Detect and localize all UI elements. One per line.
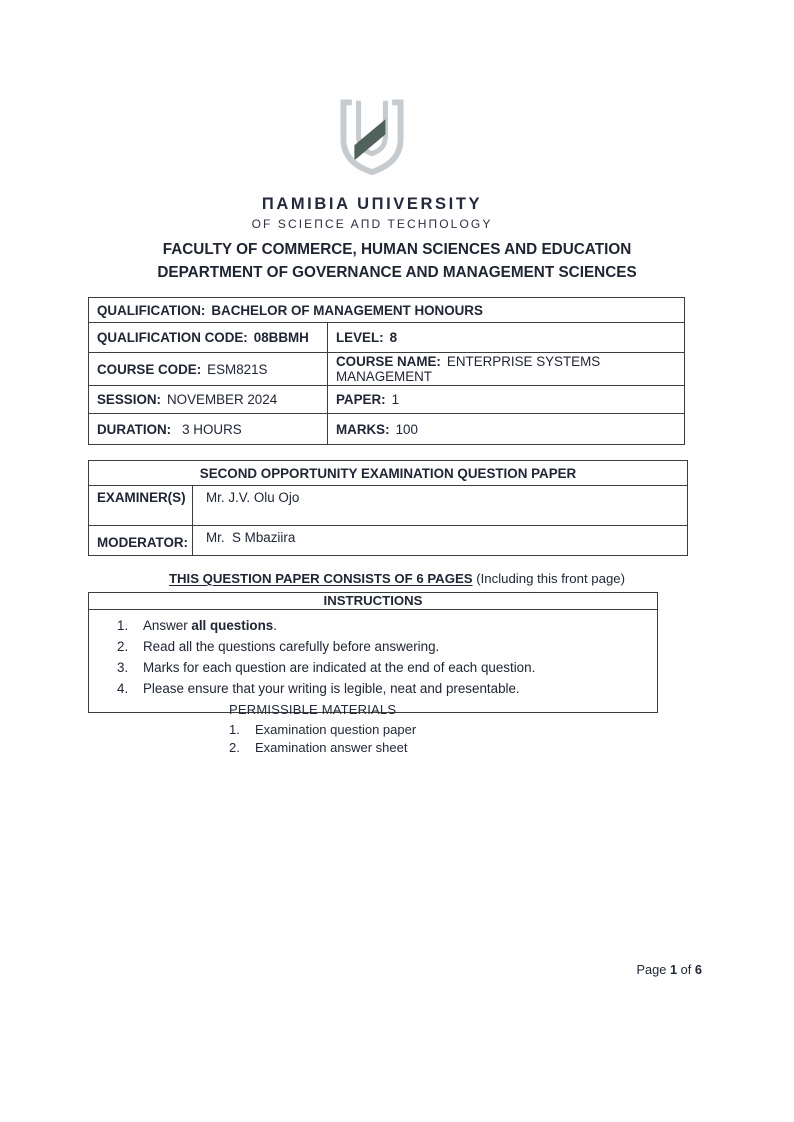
footer-text: Page — [636, 962, 670, 977]
session-value: NOVEMBER 2024 — [167, 392, 278, 407]
level-label: LEVEL: — [336, 330, 384, 345]
item-text — [143, 636, 439, 657]
table-row — [89, 298, 685, 323]
marks-cell — [328, 414, 685, 445]
table-row — [89, 386, 685, 414]
duration-value: 3 HOURS — [182, 421, 242, 437]
footer-total-pages: 6 — [694, 962, 702, 977]
permissible-materials-block — [229, 701, 416, 757]
pages-note — [0, 571, 794, 586]
examiner-label: EXAMINER(S) — [89, 486, 193, 526]
item-text — [143, 615, 277, 636]
item-text-pre: Marks for each question are indicated at the end of each question. — [143, 660, 536, 675]
footer-text: of — [677, 962, 695, 977]
pages-note-regular: (Including this front page) — [472, 571, 626, 586]
faculty-department-block — [0, 238, 794, 284]
item-number: 3. — [117, 660, 129, 675]
item-text-pre: Read all the questions carefully before answering. — [143, 639, 440, 654]
list-item — [117, 636, 647, 657]
paper-label: PAPER: — [336, 392, 386, 407]
marks-label: MARKS: — [336, 421, 390, 437]
list-item — [229, 739, 416, 757]
session-label: SESSION: — [97, 392, 161, 407]
qualification-code-value: 08BBMH — [253, 330, 309, 345]
qualification-label: QUALIFICATION: — [97, 302, 206, 318]
item-text: Examination answer sheet — [255, 740, 408, 755]
item-text: Examination question paper — [255, 722, 417, 737]
qualification-code-label: QUALIFICATION CODE: — [97, 330, 248, 345]
department-title: DEPARTMENT OF GOVERNANCE AND MANAGEMENT SCIENCES — [157, 264, 637, 281]
list-item — [117, 615, 647, 636]
instructions-title: INSTRUCTIONS — [89, 593, 657, 610]
paper-value: 1 — [391, 392, 400, 407]
list-item — [117, 678, 647, 699]
page-number-footer — [0, 962, 702, 977]
item-text-bold: all questions — [191, 618, 274, 633]
moderator-label: MODERATOR: — [89, 526, 193, 556]
faculty-title: FACULTY OF COMMERCE, HUMAN SCIENCES AND EDUCATION — [162, 241, 632, 258]
moderator-value: Mr. S Mbaziira — [193, 526, 688, 556]
table-row — [89, 414, 685, 445]
examiner-table — [88, 460, 688, 556]
university-logo-block — [0, 90, 744, 231]
table-row — [89, 526, 688, 556]
qualification-cell — [89, 298, 685, 323]
duration-cell — [89, 414, 328, 445]
university-tagline: OF SCIEПCE AПD TECHПOLOGY — [251, 217, 493, 231]
qualification-code-cell — [89, 323, 328, 353]
level-value: 8 — [389, 330, 398, 345]
university-name: ПAMIBIA UПIVERSITY — [261, 195, 483, 213]
table-row — [89, 486, 688, 526]
examiner-value: Mr. J.V. Olu Ojo — [193, 486, 688, 526]
item-text-pre: Please ensure that your writing is legible, neat and presentable. — [143, 681, 520, 696]
level-cell — [328, 323, 685, 353]
permissible-materials-list — [229, 721, 416, 757]
course-info-table — [88, 297, 685, 445]
course-name-label: COURSE NAME: — [336, 354, 441, 369]
item-text-post: . — [273, 618, 277, 633]
item-text — [143, 678, 520, 699]
item-text — [143, 657, 535, 678]
instructions-box — [88, 592, 658, 713]
qualification-value: BACHELOR OF MANAGEMENT HONOURS — [211, 302, 483, 318]
item-number: 4. — [117, 681, 129, 696]
nust-shield-icon — [330, 90, 414, 182]
footer-page-number: 1 — [669, 962, 678, 977]
item-number: 2. — [229, 740, 240, 755]
list-item — [117, 657, 647, 678]
course-code-value: ESM821S — [207, 361, 268, 377]
course-name-cell — [328, 353, 685, 386]
permissible-materials-title: PERMISSIBLE MATERIALS — [229, 702, 397, 717]
item-number: 2. — [117, 639, 129, 654]
course-name-value: ENTERPRISE SYSTEMS MANAGEMENT — [336, 354, 601, 384]
item-number: 1. — [117, 618, 129, 633]
marks-value: 100 — [395, 421, 418, 437]
item-number: 1. — [229, 722, 240, 737]
paper-cell — [328, 386, 685, 414]
table-row — [89, 323, 685, 353]
session-cell — [89, 386, 328, 414]
exam-paper-title: SECOND OPPORTUNITY EXAMINATION QUESTION PAPER — [89, 461, 688, 486]
instructions-list — [89, 610, 657, 712]
pages-note-bold: THIS QUESTION PAPER CONSISTS OF 6 PAGES — [168, 571, 473, 586]
table-row — [89, 461, 688, 486]
table-row — [89, 353, 685, 386]
item-text-pre: Answer — [143, 618, 192, 633]
duration-label: DURATION: — [97, 421, 172, 437]
course-code-label: COURSE CODE: — [97, 361, 202, 377]
course-code-cell — [89, 353, 328, 386]
list-item — [229, 721, 416, 739]
